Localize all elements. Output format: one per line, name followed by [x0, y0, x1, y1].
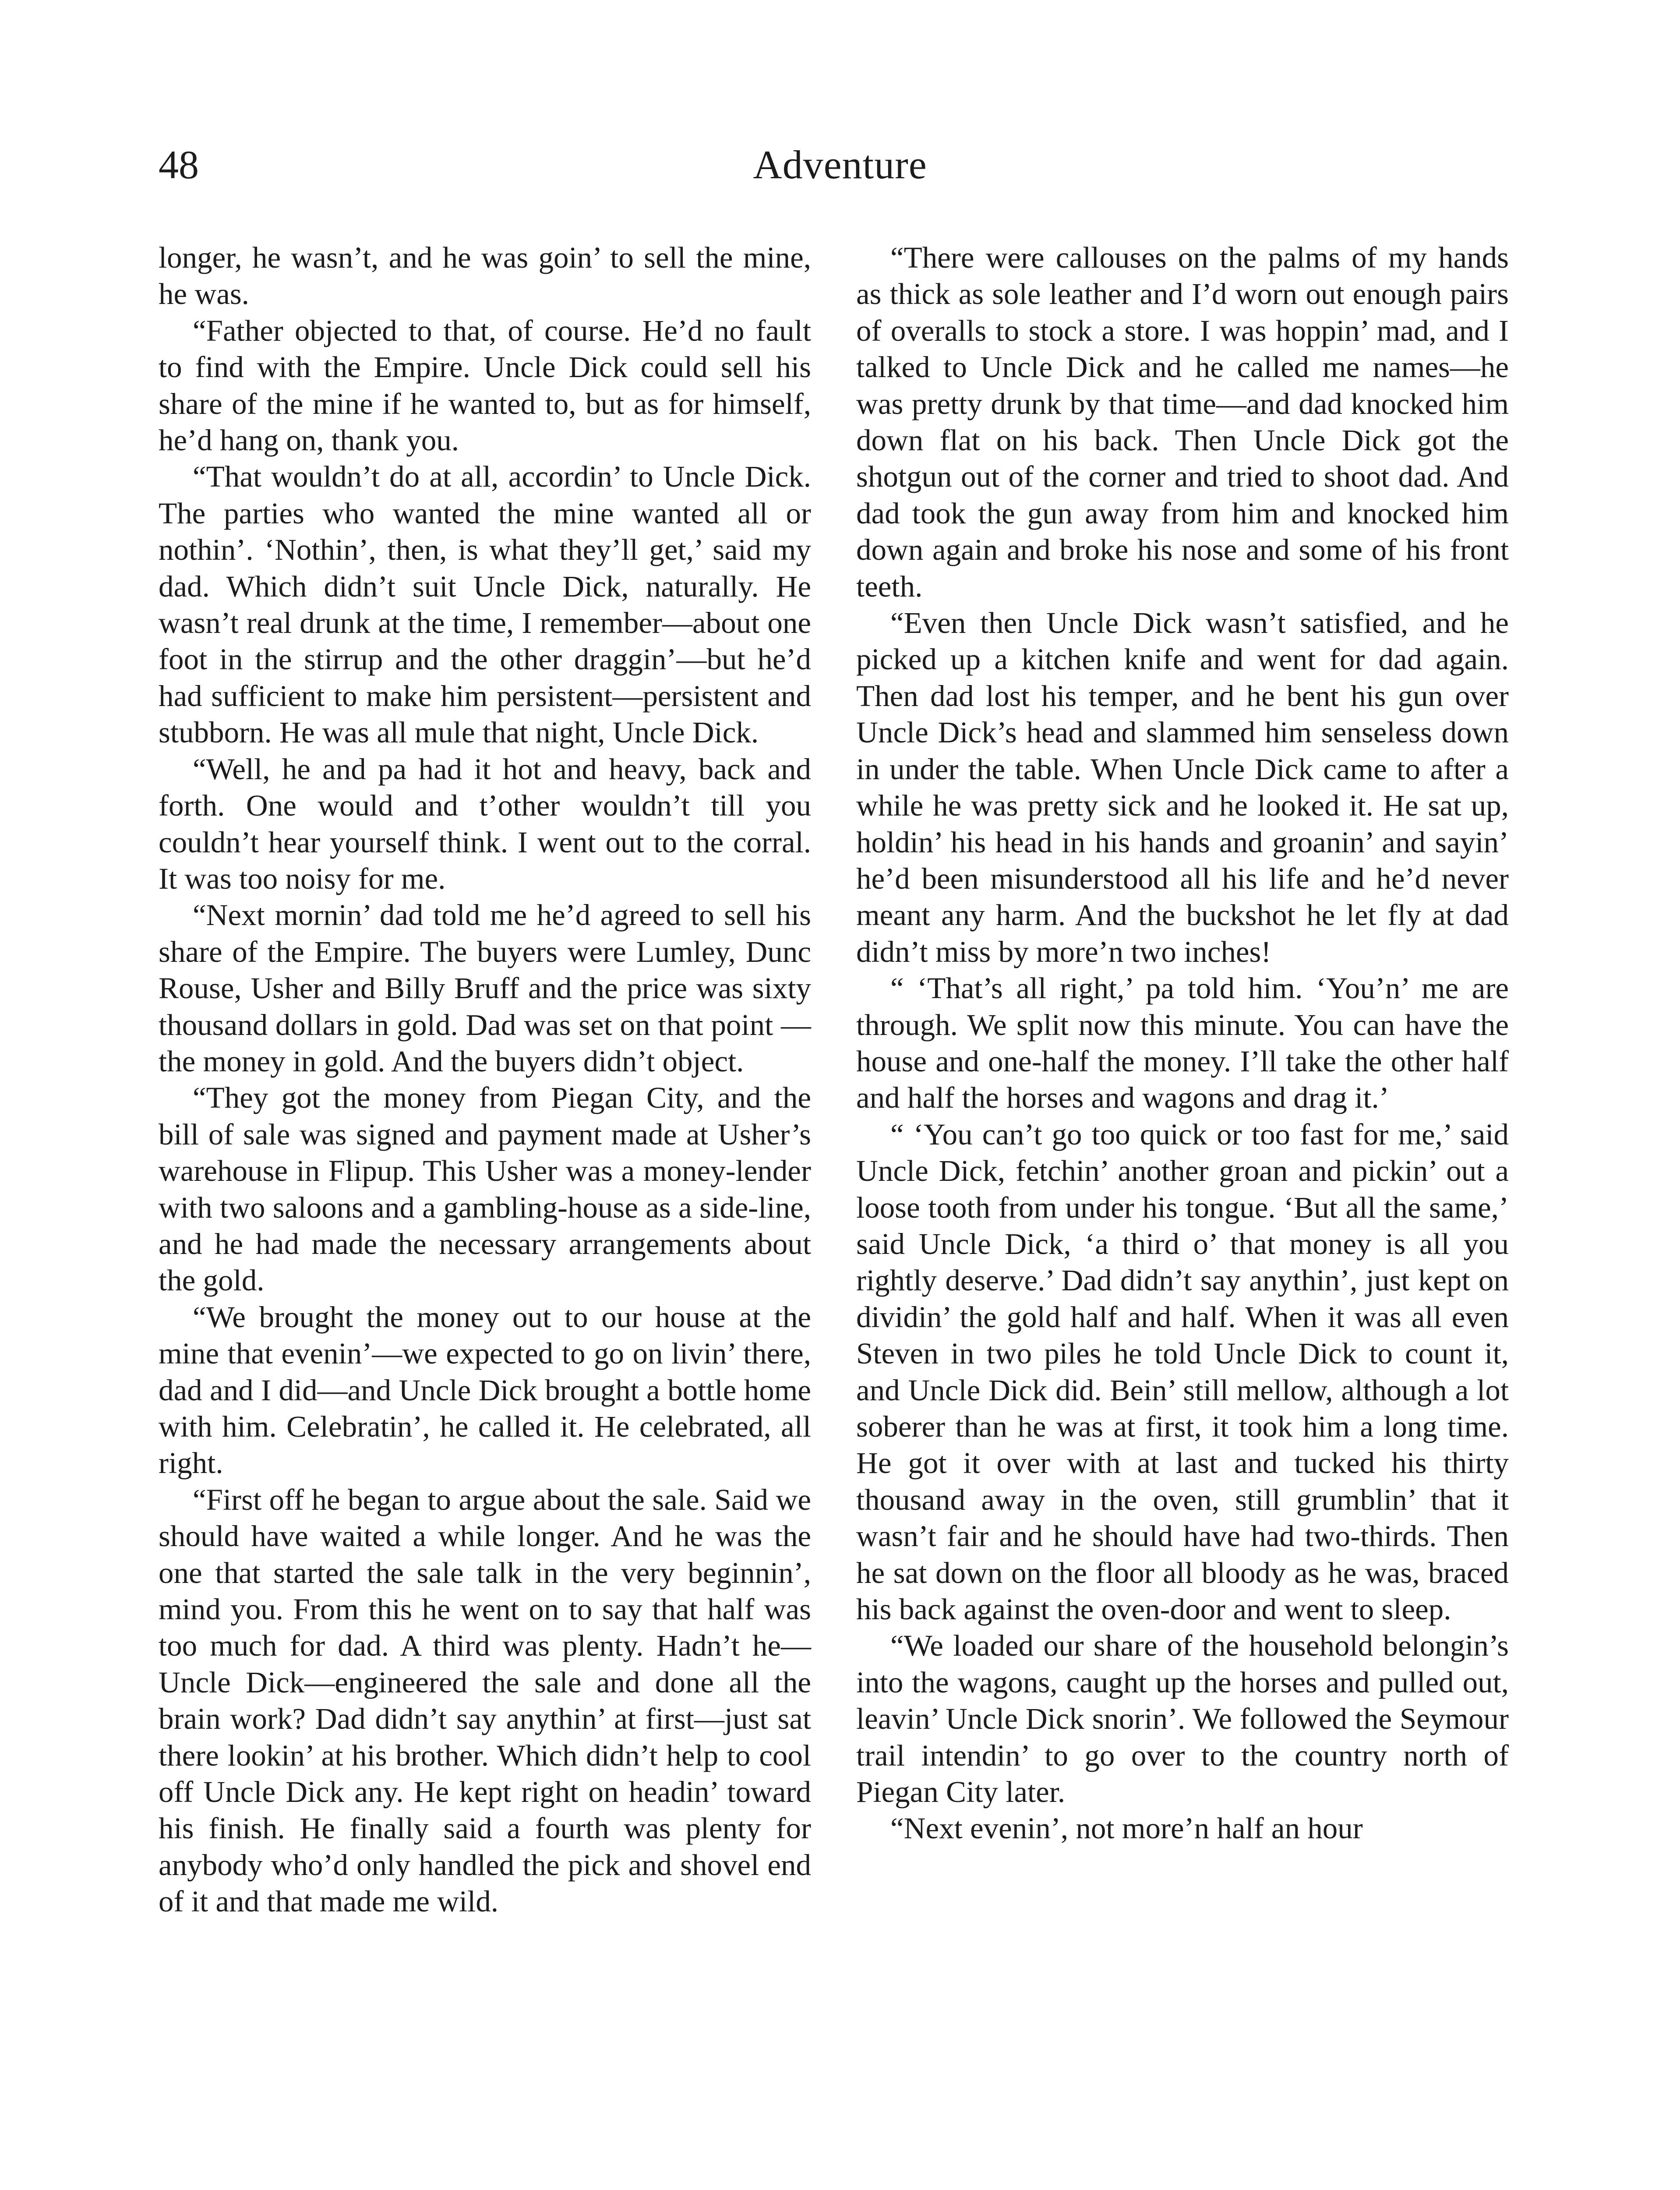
paragraph: “We loaded our share of the household belongin’s into the wagons, caught up the horses and pulled out, leavin’ Uncle Dick snorin’. We followed the Seymour trail intendin’ to go over to the country north of Piegan City later. — [856, 1629, 1509, 1809]
paragraph: “First off he began to argue about the sale. Said we should have waited a while longer. And he was the one that started the sale talk in the very beginnin’, mind you. From this he went on to say that half was too much for dad. A third was plenty. Hadn’t he—Uncle Dick—engineered the sale and done all the brain work? Dad didn’t say anythin’ at first—just sat there lookin’ at his brother. Which didn’t help to cool off Uncle Dick any. He kept right on headin’ toward his finish. He finally said a fourth was plenty for anybody who’d only handled the pick and shovel end of it and that made me wild. — [159, 1483, 811, 1918]
paragraph: “They got the money from Piegan City, and the bill of sale was signed and payment made at Usher’s warehouse in Flipup. This Usher was a money-lender with two saloons and a gambling-house as a side-line, and he had made the necessary arrangements about the gold. — [159, 1081, 811, 1297]
left-text-column — [159, 240, 811, 1920]
paragraph: “That wouldn’t do at all, accordin’ to Uncle Dick. The parties who wanted the mine wanted all or nothin’. ‘Nothin’, then, is what they’ll get,’ said my dad. Which didn’t suit Uncle Dick, naturally. He wasn’t real drunk at the time, I remember—about one foot in the stirrup and the other draggin’—but he’d had sufficient to make him persistent—persistent and stubborn. He was all mule that night, Uncle Dick. — [159, 460, 811, 749]
paragraph: longer, he wasn’t, and he was goin’ to sell the mine, he was. — [159, 241, 811, 311]
paragraph: “Next evenin’, not more’n half an hour — [890, 1812, 1363, 1845]
paragraph: “Even then Uncle Dick wasn’t satisfied, and he picked up a kitchen knife and went for dad again. Then dad lost his temper, and he bent his gun over Uncle Dick’s head and slammed him senseless down in under the table. When Uncle Dick came to after a while he was pretty sick and he looked it. He sat up, holdin’ his head in his hands and groanin’ and sayin’ he’d been misunderstood all his life and he’d never meant any harm. And the buckshot he let fly at dad didn’t miss by more’n two inches! — [856, 606, 1509, 968]
paragraph: “Next mornin’ dad told me he’d agreed to sell his share of the Empire. The buyers were Lumley, Dunc Rouse, Usher and Billy Bruff and the price was sixty thousand dollars in gold. Dad was set on that point —the money in gold. And the buyers didn’t object. — [159, 898, 811, 1078]
paragraph: “Father objected to that, of course. He’d no fault to find with the Empire. Uncle Dick could sell his share of the mine if he wanted to, but as for himself, he’d hang on, thank you. — [159, 314, 811, 457]
paragraph: “We brought the money out to our house at the mine that evenin’—we expected to go on livin’ there, dad and I did—and Uncle Dick brought a bottle home with him. Celebratin’, he called it. He celebrated, all right. — [159, 1300, 811, 1480]
paragraph: “ ‘You can’t go too quick or too fast for me,’ said Uncle Dick, fetchin’ another groan and pickin’ out a loose tooth from under his tongue. ‘But all the same,’ said Uncle Dick, ‘a third o’ that money is all you rightly deserve.’ Dad didn’t say anythin’, just kept on dividin’ the gold half and half. When it was all even Steven in two piles he told Uncle Dick to count it, and Uncle Dick did. Bein’ still mellow, although a lot soberer than he was at first, it took him a long time. He got it over with at last and tucked his thirty thousand away in the oven, still grumblin’ that it wasn’t fair and he should have had two-thirds. Then he sat down on the floor all bloody as he was, braced his back against the oven-door and went to sleep. — [856, 1117, 1509, 1626]
page-number: 48 — [159, 142, 199, 187]
right-text-column — [856, 240, 1509, 1847]
paragraph: “There were callouses on the palms of my hands as thick as sole leather and I’d worn out enough pairs of overalls to stock a store. I was hoppin’ mad, and I talked to Uncle Dick and he called me names—he was pretty drunk by that time—and dad knocked him down flat on his back. Then Uncle Dick got the shotgun out of the corner and tried to shoot dad. And dad took the gun away from him and knocked him down again and broke his nose and some of his front teeth. — [856, 241, 1509, 603]
running-head-title: Adventure — [753, 142, 927, 187]
paragraph: “ ‘That’s all right,’ pa told him. ‘You’n’ me are through. We split now this minute. You can have the house and one-half the money. I’ll take the other half and half the horses and wagons and drag it.’ — [856, 971, 1509, 1115]
paragraph: “Well, he and pa had it hot and heavy, back and forth. One would and t’other wouldn’t till you couldn’t hear yourself think. I went out to the corral. It was too noisy for me. — [159, 752, 811, 895]
